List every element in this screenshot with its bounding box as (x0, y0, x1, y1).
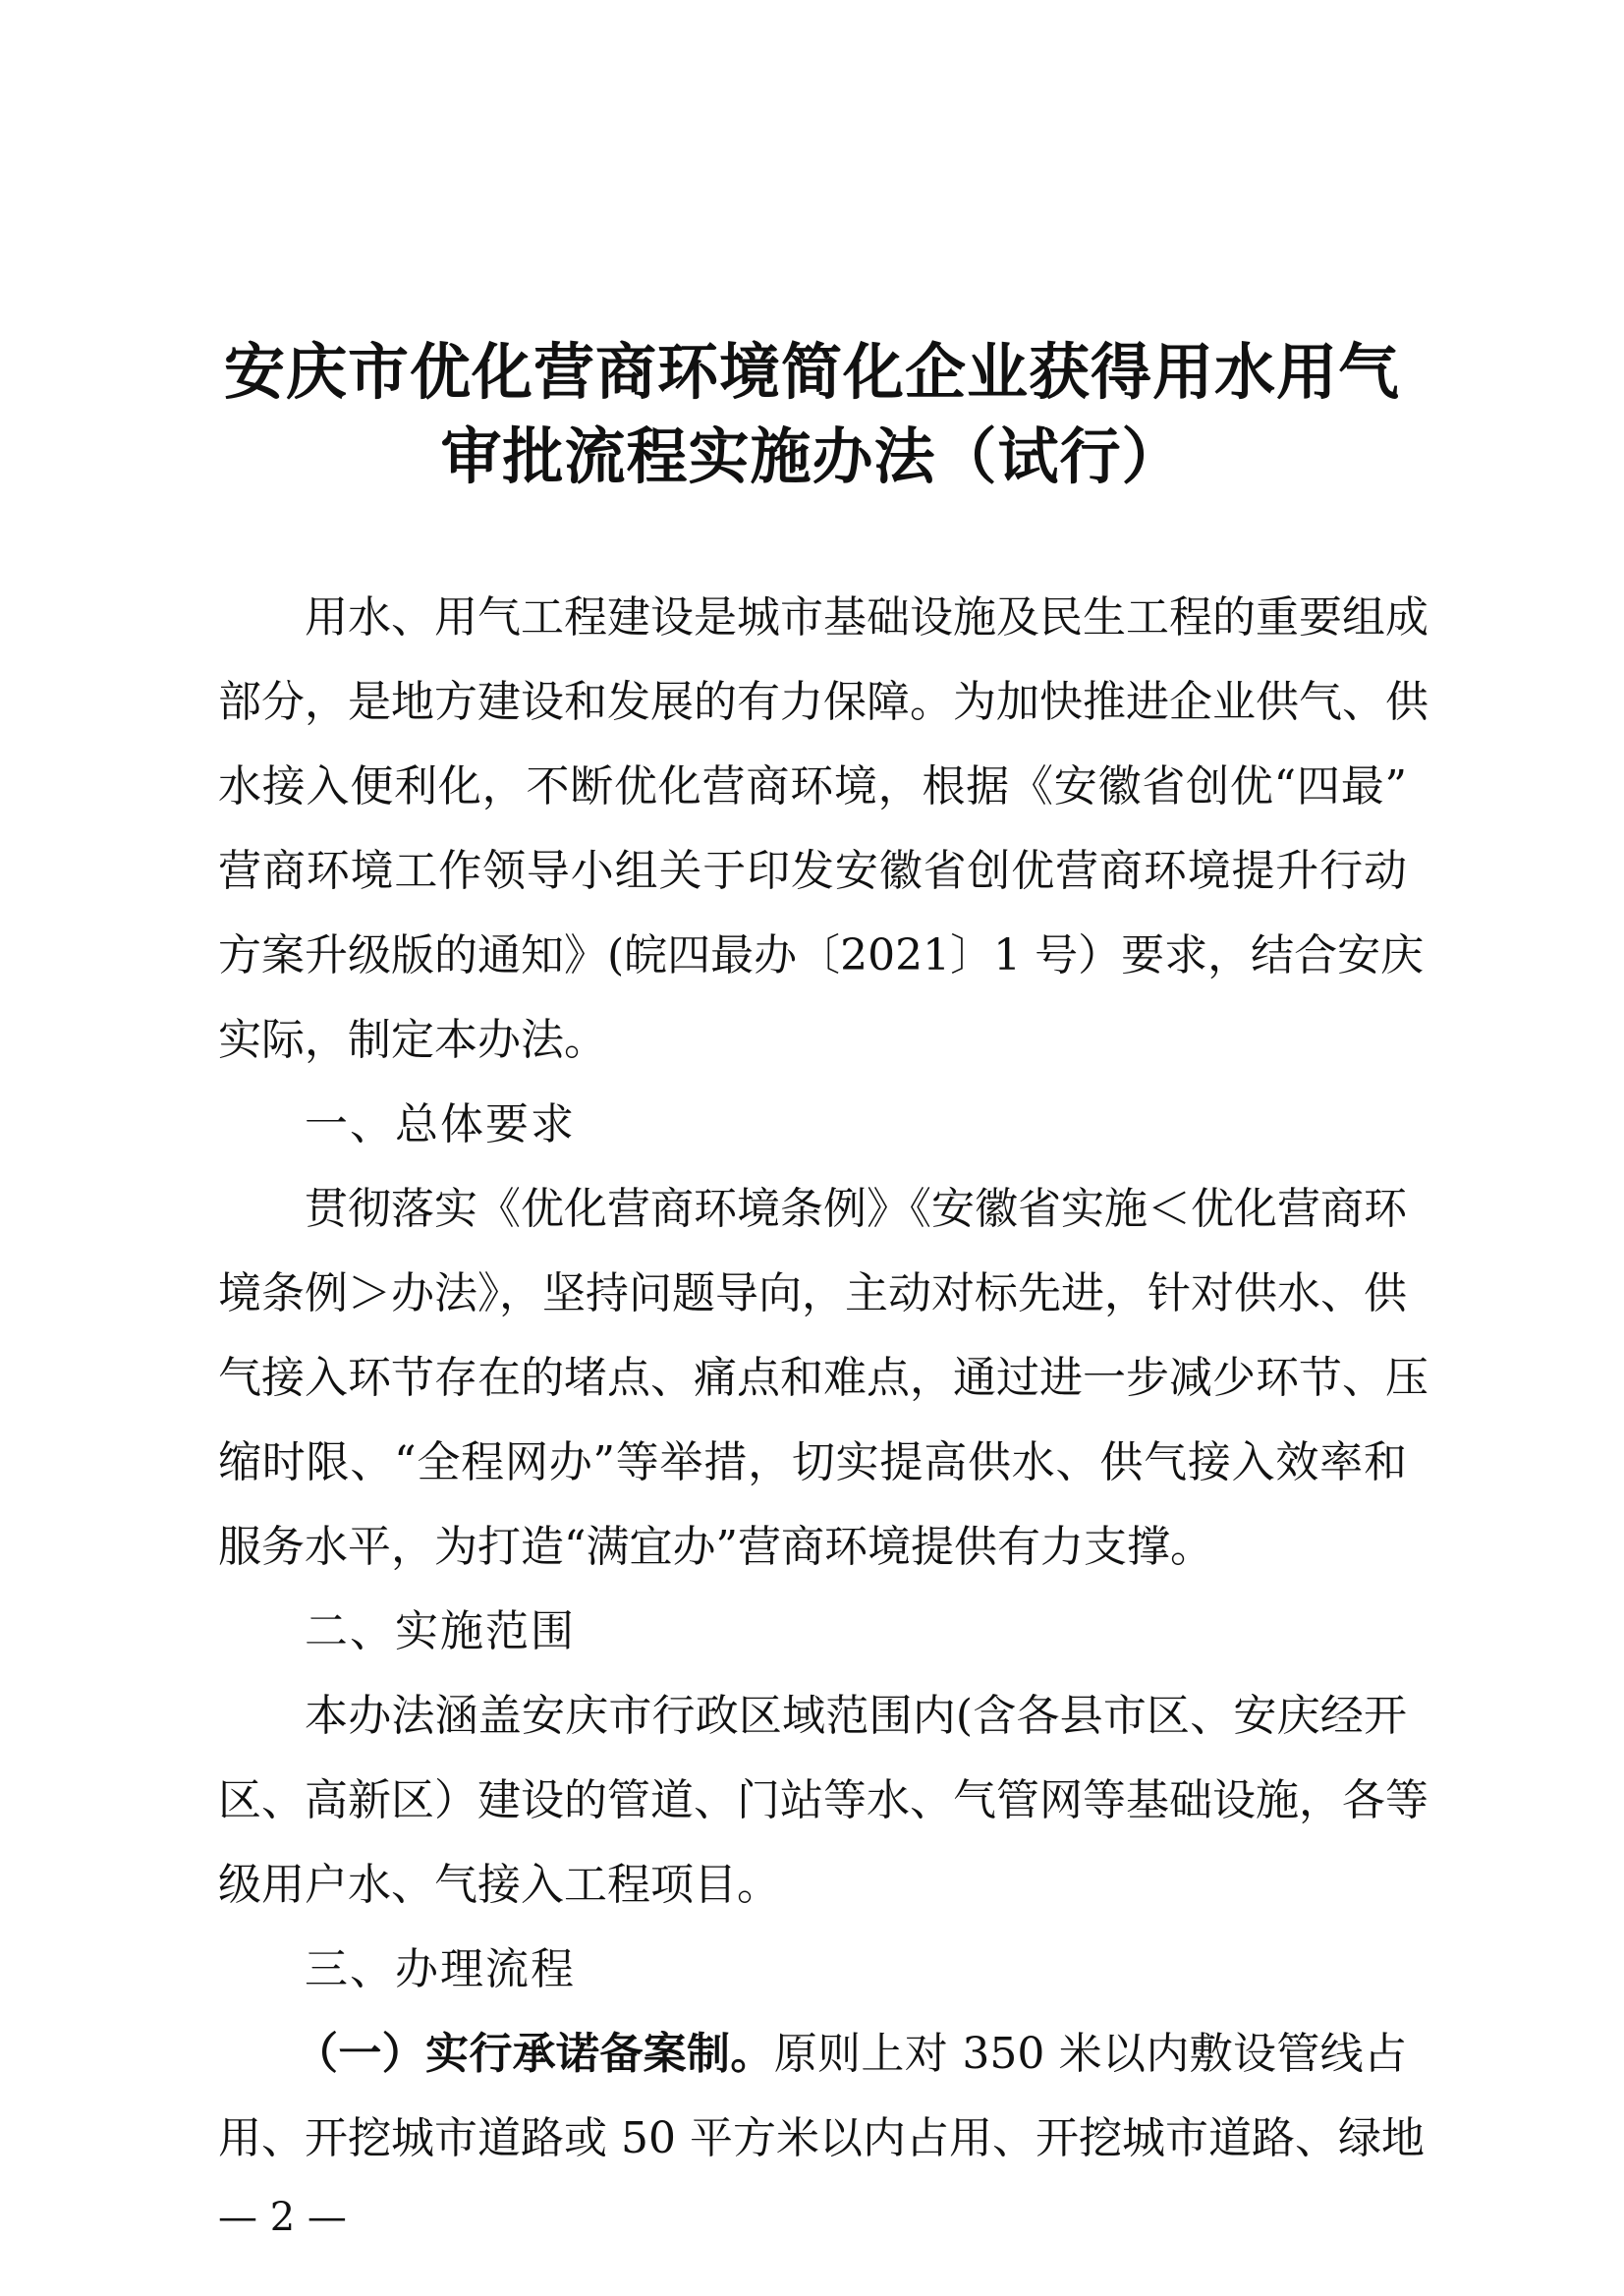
paragraph-line: 部分，是地方建设和发展的有力保障。为加快推进企业供气、供 (218, 677, 1428, 727)
page-number: — 2 — (218, 2195, 347, 2240)
paragraph-line: 用、开挖城市道路或 50 平方米以内占用、开挖城市道路、绿地 (218, 2113, 1425, 2163)
section-heading-3: 三、办理流程 (305, 1944, 576, 1994)
section-heading-1: 一、总体要求 (305, 1099, 576, 1149)
paragraph-line: 气接入环节存在的堵点、痛点和难点，通过进一步减少环节、压 (218, 1353, 1428, 1403)
paragraph-line: 用水、用气工程建设是城市基础设施及民生工程的重要组成 (305, 592, 1428, 643)
section-heading-2: 二、实施范围 (305, 1606, 576, 1656)
paragraph-line: 级用户水、气接入工程项目。 (218, 1860, 780, 1910)
paragraph-line: 水接入便利化，不断优化营商环境，根据《安徽省创优“四最” (218, 761, 1407, 812)
item-1-text: 原则上对 350 米以内敷设管线占 (773, 2029, 1407, 2079)
paragraph-line: 本办法涵盖安庆市行政区域范围内(含各县市区、安庆经开 (305, 1691, 1407, 1741)
document-title-line-1: 安庆市优化营商环境简化企业获得用水用气 (223, 336, 1400, 408)
paragraph-line: 区、高新区）建设的管道、门站等水、气管网等基础设施，各等 (218, 1775, 1428, 1825)
item-1-bold-heading: （一）实行承诺备案制。 (295, 2029, 774, 2079)
paragraph-line: 营商环境工作领导小组关于印发安徽省创优营商环境提升行动 (218, 846, 1407, 896)
paragraph-line: 方案升级版的通知》(皖四最办〔2021〕1 号）要求，结合安庆 (218, 930, 1425, 980)
document-title-line-2: 审批流程实施办法（试行） (440, 420, 1184, 492)
paragraph-line: 实际，制定本办法。 (218, 1015, 607, 1065)
paragraph-line: 缩时限、“全程网办”等举措，切实提高供水、供气接入效率和 (218, 1437, 1407, 1487)
paragraph-line: 境条例＞办法》，坚持问题导向，主动对标先进，针对供水、供 (218, 1268, 1407, 1318)
paragraph-line (295, 2030, 1407, 2079)
paragraph-line: 贯彻落实《优化营商环境条例》《安徽省实施＜优化营商环 (305, 1184, 1407, 1234)
paragraph-line: 服务水平，为打造“满宜办”营商环境提供有力支撑。 (218, 1522, 1213, 1572)
